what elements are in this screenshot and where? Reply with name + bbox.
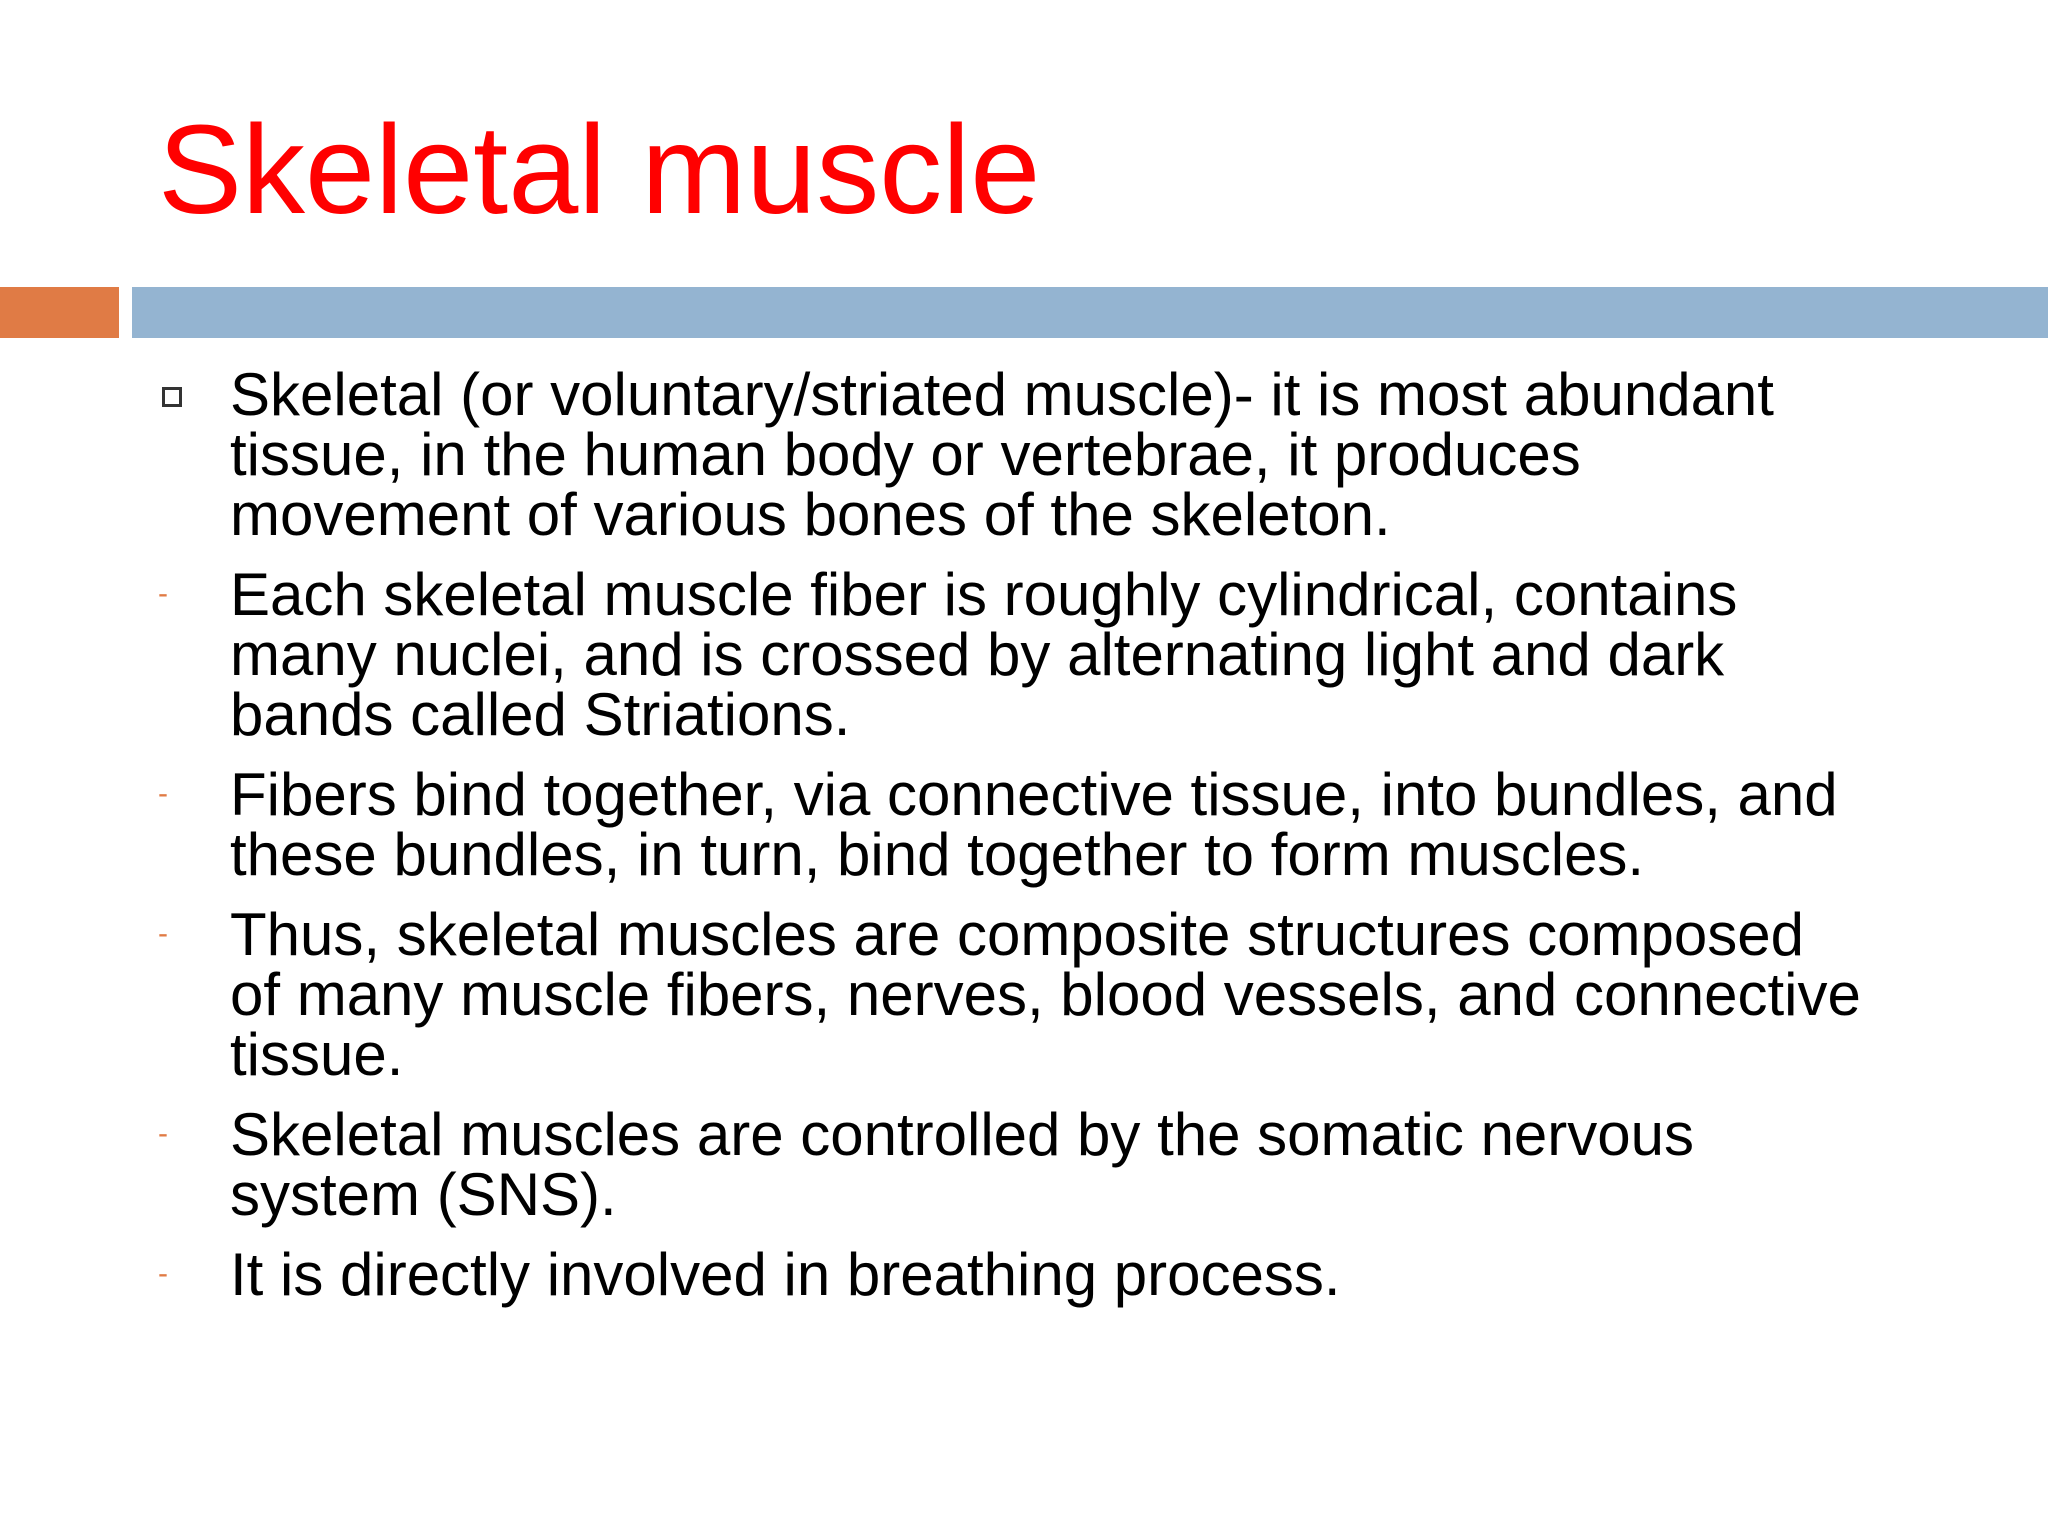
bullet-text <box>230 1241 1930 1308</box>
bullet-line: It is directly involved in breathing process. <box>230 1241 1341 1308</box>
bullet-line: tissue, in the human body or vertebrae, it produces <box>230 421 1581 488</box>
bullet-line: Skeletal (or voluntary/striated muscle)- it is most abundant <box>230 361 1774 428</box>
bullet-text <box>230 561 1930 748</box>
bullet-text <box>230 361 1930 548</box>
bullet-text <box>230 901 1930 1088</box>
bullet-text <box>230 761 1930 888</box>
accent-bar <box>0 287 119 338</box>
bullet-text <box>230 1101 1930 1228</box>
dash-marker: - <box>158 917 168 950</box>
bullet-line: tissue. <box>230 1021 404 1088</box>
dash-marker: - <box>158 577 168 610</box>
title-divider-bar <box>132 287 2048 338</box>
slide-title: Skeletal muscle <box>158 99 1041 240</box>
bullet-line: bands called Striations. <box>230 681 851 748</box>
bullet-line: movement of various bones of the skeleton. <box>230 481 1391 548</box>
dash-marker: - <box>158 1257 168 1290</box>
bullet-line: many nuclei, and is crossed by alternating light and dark <box>230 621 1725 688</box>
bullet-line: Each skeletal muscle fiber is roughly cylindrical, contains <box>230 561 1738 628</box>
dash-marker: - <box>158 777 168 810</box>
bullet-line: Thus, skeletal muscles are composite structures composed <box>230 901 1804 968</box>
bullet-line: Skeletal muscles are controlled by the somatic nervous <box>230 1101 1695 1168</box>
dash-marker: - <box>158 1117 168 1150</box>
square-outline-icon <box>162 387 182 407</box>
bullet-line: these bundles, in turn, bind together to form muscles. <box>230 821 1645 888</box>
bullet-line: system (SNS). <box>230 1161 617 1228</box>
bullet-line: of many muscle fibers, nerves, blood vessels, and connective <box>230 961 1861 1028</box>
bullet-line: Fibers bind together, via connective tissue, into bundles, and <box>230 761 1838 828</box>
